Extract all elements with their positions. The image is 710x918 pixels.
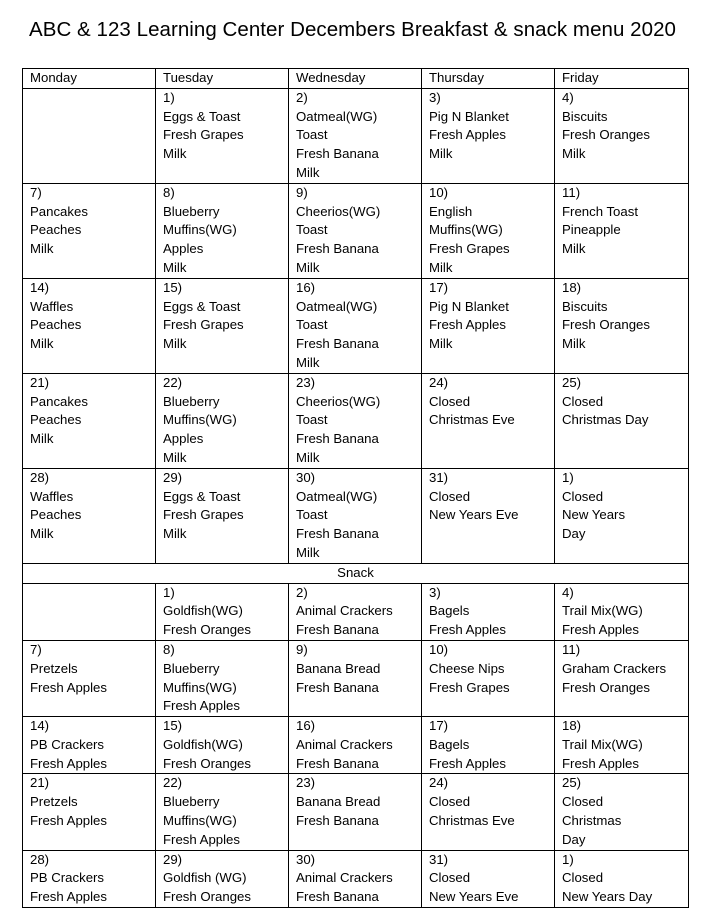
breakfast-cell-tuesday: [156, 373, 289, 468]
date-number: 14): [30, 279, 50, 295]
snack-week-row: [23, 640, 689, 716]
menu-item: Pancakes: [30, 203, 88, 219]
menu-item: Goldfish(WG): [163, 603, 243, 619]
menu-item: Peaches: [30, 507, 82, 523]
menu-item: Goldfish (WG): [163, 870, 247, 886]
date-number: 25): [562, 374, 582, 390]
menu-item: Milk: [429, 259, 453, 275]
snack-cell-wednesday: [289, 850, 422, 907]
menu-item: Toast: [296, 507, 328, 523]
menu-item: New Years Eve: [429, 889, 519, 905]
menu-item: Fresh Banana: [296, 526, 379, 542]
menu-item: Muffins(WG): [163, 813, 237, 829]
menu-item: Cheerios(WG): [296, 393, 381, 409]
menu-item: Closed: [562, 794, 604, 810]
date-number: 9): [296, 641, 308, 657]
date-number: 22): [163, 374, 183, 390]
breakfast-cell-monday: [23, 88, 156, 183]
day-header-row: [23, 69, 689, 89]
date-number: 16): [296, 718, 316, 734]
date-number: 28): [30, 469, 50, 485]
menu-item: Fresh Banana: [296, 146, 379, 162]
date-number: 23): [296, 374, 316, 390]
snack-week-row: [23, 583, 689, 640]
date-number: 24): [429, 775, 449, 791]
menu-item: Oatmeal(WG): [296, 108, 378, 124]
menu-item: French Toast: [562, 203, 638, 219]
menu-item: Milk: [30, 431, 54, 447]
date-number: 18): [562, 718, 582, 734]
menu-item: New Years Day: [562, 889, 653, 905]
menu-item: Trail Mix(WG): [562, 736, 643, 752]
menu-item: Closed: [562, 393, 604, 409]
menu-item: Fresh Grapes: [429, 679, 510, 695]
snack-cell-thursday: [422, 583, 555, 640]
menu-item: Fresh Oranges: [163, 755, 251, 771]
snack-week-row: [23, 850, 689, 907]
menu-item: Day: [562, 831, 586, 847]
menu-item: Fresh Banana: [296, 336, 379, 352]
menu-item: Milk: [296, 449, 320, 465]
menu-item: Closed: [429, 794, 471, 810]
menu-item: Day: [562, 526, 586, 542]
date-number: 2): [296, 584, 308, 600]
menu-item: Fresh Oranges: [562, 679, 650, 695]
date-number: 14): [30, 718, 50, 734]
menu-item: Fresh Oranges: [163, 889, 251, 905]
menu-item: Fresh Grapes: [163, 317, 244, 333]
breakfast-cell-wednesday: [289, 468, 422, 563]
date-number: 23): [296, 775, 316, 791]
date-number: 17): [429, 718, 449, 734]
breakfast-cell-wednesday: [289, 183, 422, 278]
menu-item: Fresh Grapes: [163, 127, 244, 143]
snack-cell-thursday: [422, 640, 555, 716]
menu-item: Milk: [30, 526, 54, 542]
snack-cell-monday: [23, 640, 156, 716]
snack-cell-friday: [555, 640, 689, 716]
menu-item: Muffins(WG): [163, 679, 237, 695]
menu-item: Pig N Blanket: [429, 108, 509, 124]
menu-item: Blueberry: [163, 660, 220, 676]
menu-item: Christmas Eve: [429, 813, 515, 829]
menu-item: Fresh Apples: [30, 679, 107, 695]
menu-item: Fresh Oranges: [163, 622, 251, 638]
snack-cell-friday: [555, 717, 689, 774]
menu-item: Fresh Apples: [429, 622, 506, 638]
date-number: 4): [562, 584, 574, 600]
menu-item: Closed: [562, 488, 604, 504]
snack-cell-monday: [23, 774, 156, 850]
day-header-thursday: Thursday: [422, 69, 555, 89]
menu-item: Muffins(WG): [429, 222, 503, 238]
breakfast-cell-thursday: [422, 278, 555, 373]
menu-item: Oatmeal(WG): [296, 488, 378, 504]
menu-item: Blueberry: [163, 393, 220, 409]
menu-item: Trail Mix(WG): [562, 603, 643, 619]
menu-item: Fresh Apples: [429, 127, 506, 143]
menu-item: PB Crackers: [30, 736, 105, 752]
menu-item: PB Crackers: [30, 870, 105, 886]
menu-item: Milk: [429, 146, 453, 162]
menu-item: Milk: [562, 336, 586, 352]
menu-item: Fresh Apples: [562, 622, 639, 638]
menu-item: Blueberry: [163, 794, 220, 810]
snack-week-row: [23, 774, 689, 850]
menu-item: Fresh Oranges: [562, 127, 650, 143]
breakfast-cell-wednesday: [289, 88, 422, 183]
snack-cell-friday: [555, 774, 689, 850]
menu-item: Muffins(WG): [163, 222, 237, 238]
date-number: 1): [163, 89, 175, 105]
menu-item: Blueberry: [163, 203, 220, 219]
date-number: 10): [429, 641, 449, 657]
snack-cell-tuesday: [156, 640, 289, 716]
menu-item: Milk: [163, 336, 187, 352]
menu-item: Milk: [163, 449, 187, 465]
breakfast-cell-friday: [555, 88, 689, 183]
menu-item: Biscuits: [562, 108, 608, 124]
menu-item: Bagels: [429, 736, 470, 752]
menu-item: Fresh Banana: [296, 622, 379, 638]
menu-item: Peaches: [30, 222, 82, 238]
breakfast-cell-friday: [555, 373, 689, 468]
snack-section-row: [23, 563, 689, 583]
menu-item: Fresh Oranges: [562, 317, 650, 333]
date-number: 7): [30, 184, 42, 200]
menu-item: Fresh Banana: [296, 889, 379, 905]
date-number: 18): [562, 279, 582, 295]
breakfast-cell-wednesday: [289, 278, 422, 373]
menu-item: Closed: [429, 393, 471, 409]
menu-item: Banana Bread: [296, 660, 381, 676]
breakfast-cell-thursday: [422, 88, 555, 183]
date-number: 7): [30, 641, 42, 657]
snack-cell-thursday: [422, 850, 555, 907]
menu-item: Fresh Grapes: [429, 241, 510, 257]
date-number: 3): [429, 89, 441, 105]
day-header-friday: Friday: [555, 69, 689, 89]
breakfast-cell-wednesday: [289, 373, 422, 468]
snack-cell-wednesday: [289, 640, 422, 716]
menu-item: Animal Crackers: [296, 736, 393, 752]
menu-item: Pretzels: [30, 794, 78, 810]
menu-item: Fresh Apples: [429, 755, 506, 771]
date-number: 1): [562, 469, 574, 485]
date-number: 3): [429, 584, 441, 600]
menu-item: English: [429, 203, 473, 219]
menu-table-body: [23, 69, 689, 908]
menu-item: Banana Bread: [296, 794, 381, 810]
menu-item: Christmas: [562, 813, 622, 829]
date-number: 21): [30, 374, 50, 390]
day-header-monday: Monday: [23, 69, 156, 89]
snack-cell-monday: [23, 583, 156, 640]
menu-item: Fresh Banana: [296, 813, 379, 829]
date-number: 24): [429, 374, 449, 390]
breakfast-week-row: [23, 468, 689, 563]
date-number: 8): [163, 184, 175, 200]
menu-item: Milk: [429, 336, 453, 352]
menu-item: Fresh Apples: [30, 889, 107, 905]
date-number: 2): [296, 89, 308, 105]
menu-item: Fresh Apples: [429, 317, 506, 333]
menu-item: Fresh Banana: [296, 241, 379, 257]
menu-item: Milk: [30, 336, 54, 352]
menu-item: Toast: [296, 127, 328, 143]
menu-item: Eggs & Toast: [163, 488, 241, 504]
date-number: 29): [163, 469, 183, 485]
breakfast-cell-thursday: [422, 183, 555, 278]
breakfast-week-row: [23, 373, 689, 468]
date-number: 1): [562, 851, 574, 867]
date-number: 16): [296, 279, 316, 295]
day-header-wednesday: Wednesday: [289, 69, 422, 89]
menu-item: Milk: [163, 259, 187, 275]
menu-item: Milk: [562, 241, 586, 257]
menu-item: Milk: [562, 146, 586, 162]
menu-item: Milk: [296, 544, 320, 560]
menu-item: Pineapple: [562, 222, 621, 238]
snack-cell-thursday: [422, 717, 555, 774]
menu-item: Waffles: [30, 488, 74, 504]
menu-item: Milk: [163, 146, 187, 162]
menu-item: Fresh Apples: [562, 755, 639, 771]
snack-cell-tuesday: [156, 583, 289, 640]
snack-week-row: [23, 717, 689, 774]
menu-item: Waffles: [30, 298, 74, 314]
snack-cell-wednesday: [289, 717, 422, 774]
menu-item: Bagels: [429, 603, 470, 619]
menu-item: Milk: [30, 241, 54, 257]
page-title: ABC & 123 Learning Center Decembers Breakfast & snack menu 2020: [29, 18, 676, 41]
date-number: 28): [30, 851, 50, 867]
menu-item: Fresh Banana: [296, 755, 379, 771]
menu-item: Apples: [163, 241, 204, 257]
date-number: 17): [429, 279, 449, 295]
menu-item: Fresh Apples: [163, 698, 240, 714]
breakfast-cell-friday: [555, 468, 689, 563]
snack-cell-friday: [555, 583, 689, 640]
date-number: 25): [562, 775, 582, 791]
date-number: 30): [296, 851, 316, 867]
menu-item: Goldfish(WG): [163, 736, 243, 752]
menu-item: New Years Eve: [429, 507, 519, 523]
snack-cell-tuesday: [156, 717, 289, 774]
breakfast-week-row: [23, 88, 689, 183]
date-number: 15): [163, 718, 183, 734]
menu-item: Eggs & Toast: [163, 298, 241, 314]
menu-item: Animal Crackers: [296, 870, 393, 886]
menu-item: Eggs & Toast: [163, 108, 241, 124]
menu-item: Animal Crackers: [296, 603, 393, 619]
breakfast-cell-thursday: [422, 373, 555, 468]
menu-item: Milk: [163, 526, 187, 542]
date-number: 31): [429, 851, 449, 867]
date-number: 11): [562, 641, 581, 657]
menu-item: Fresh Apples: [30, 755, 107, 771]
menu-item: Apples: [163, 431, 204, 447]
date-number: 31): [429, 469, 449, 485]
menu-item: Pig N Blanket: [429, 298, 509, 314]
breakfast-cell-tuesday: [156, 278, 289, 373]
breakfast-cell-friday: [555, 183, 689, 278]
breakfast-week-row: [23, 278, 689, 373]
date-number: 22): [163, 775, 183, 791]
date-number: 21): [30, 775, 50, 791]
menu-item: New Years: [562, 507, 626, 523]
snack-cell-wednesday: [289, 774, 422, 850]
menu-item: Fresh Apples: [30, 813, 107, 829]
snack-cell-thursday: [422, 774, 555, 850]
breakfast-cell-monday: [23, 278, 156, 373]
menu-item: Milk: [296, 259, 320, 275]
snack-cell-wednesday: [289, 583, 422, 640]
date-number: 8): [163, 641, 175, 657]
snack-cell-tuesday: [156, 850, 289, 907]
menu-item: Fresh Banana: [296, 679, 379, 695]
menu-item: Closed: [562, 870, 604, 886]
menu-item: Closed: [429, 870, 471, 886]
menu-item: Pancakes: [30, 393, 88, 409]
menu-item: Toast: [296, 317, 328, 333]
menu-item: Milk: [296, 164, 320, 180]
menu-item: Toast: [296, 412, 328, 428]
breakfast-week-row: [23, 183, 689, 278]
menu-item: Pretzels: [30, 660, 78, 676]
date-number: 4): [562, 89, 574, 105]
snack-section-header: Snack: [23, 563, 689, 583]
date-number: 11): [562, 184, 581, 200]
breakfast-cell-tuesday: [156, 88, 289, 183]
day-header-tuesday: Tuesday: [156, 69, 289, 89]
menu-item: Muffins(WG): [163, 412, 237, 428]
menu-item: Cheerios(WG): [296, 203, 381, 219]
menu-item: Fresh Grapes: [163, 507, 244, 523]
menu-item: Peaches: [30, 317, 82, 333]
breakfast-cell-monday: [23, 373, 156, 468]
menu-item: Toast: [296, 222, 328, 238]
breakfast-cell-tuesday: [156, 183, 289, 278]
menu-item: Oatmeal(WG): [296, 298, 378, 314]
menu-item: Cheese Nips: [429, 660, 505, 676]
date-number: 9): [296, 184, 308, 200]
breakfast-cell-monday: [23, 468, 156, 563]
breakfast-cell-tuesday: [156, 468, 289, 563]
menu-item: Closed: [429, 488, 471, 504]
menu-item: Fresh Banana: [296, 431, 379, 447]
breakfast-cell-thursday: [422, 468, 555, 563]
menu-item: Graham Crackers: [562, 660, 667, 676]
menu-item: Peaches: [30, 412, 82, 428]
snack-cell-monday: [23, 717, 156, 774]
snack-cell-friday: [555, 850, 689, 907]
date-number: 29): [163, 851, 183, 867]
menu-item: Milk: [296, 354, 320, 370]
snack-cell-tuesday: [156, 774, 289, 850]
breakfast-cell-monday: [23, 183, 156, 278]
date-number: 10): [429, 184, 449, 200]
date-number: 1): [163, 584, 175, 600]
menu-item: Christmas Eve: [429, 412, 515, 428]
menu-table: [22, 68, 689, 908]
menu-item: Christmas Day: [562, 412, 649, 428]
date-number: 30): [296, 469, 316, 485]
menu-item: Biscuits: [562, 298, 608, 314]
snack-cell-monday: [23, 850, 156, 907]
menu-item: Fresh Apples: [163, 831, 240, 847]
breakfast-cell-friday: [555, 278, 689, 373]
date-number: 15): [163, 279, 183, 295]
